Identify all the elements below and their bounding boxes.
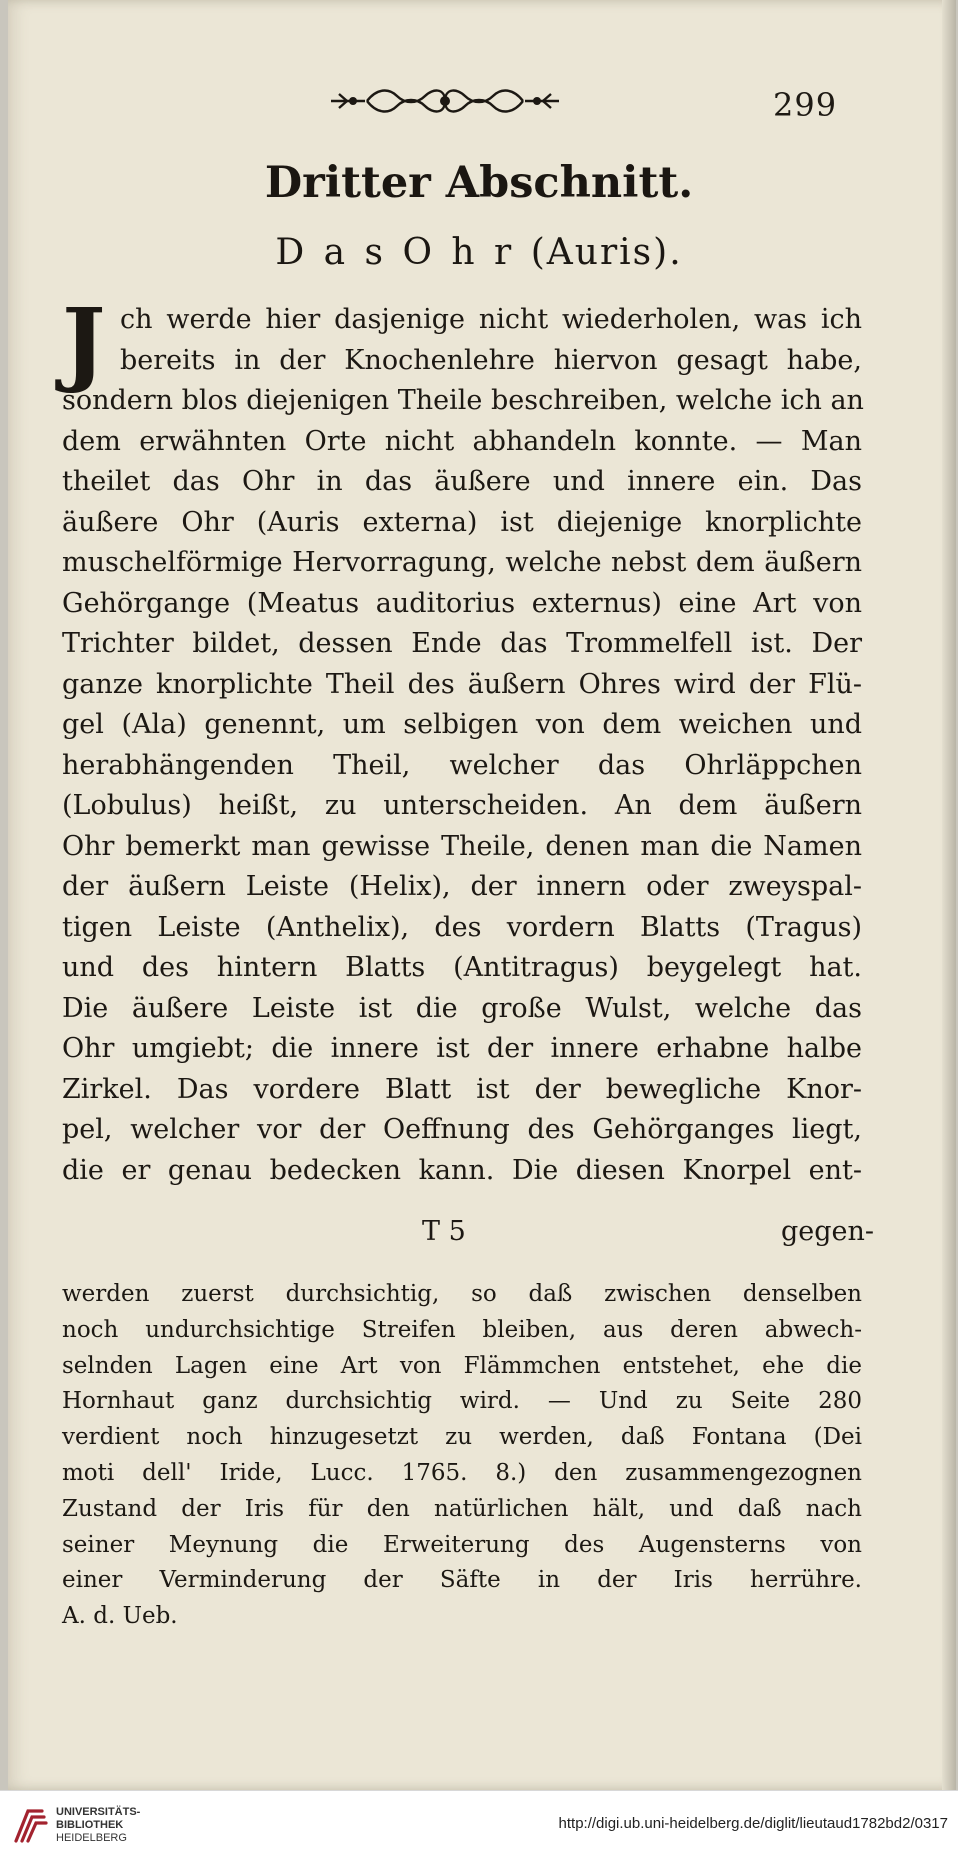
text-line: bereits in der Knochenlehre hiervon gesagt habe, [120, 344, 862, 376]
section-title-latin: (Auris). [530, 232, 683, 273]
text-line: der äußern Leiste (Helix), der innern oder zweyspal- [62, 871, 862, 902]
catchword: gegen- [780, 1216, 874, 1247]
footnote-line: moti dell' Iride, Lucc. 1765. 8.) den zusammengezognen [62, 1459, 862, 1486]
footnote-line: verdient noch hinzugesetzt zu werden, daß Fontana (Dei [62, 1424, 862, 1451]
text-line: muschelförmige Hervorragung, welche nebst dem äußern [62, 547, 862, 578]
text-line: die er genau bedecken kann. Die diesen Knorpel ent- [62, 1154, 862, 1186]
text-line: dem erwähnten Orte nicht abhandeln konnte. — Man [62, 425, 862, 457]
text-line: Die äußere Leiste ist die große Wulst, welche das [62, 992, 862, 1024]
section-title-main: D a s O h r [275, 232, 516, 273]
text-line: (Lobulus) heißt, zu unterscheiden. An dem äußern [62, 790, 862, 821]
text-line: Ohr umgiebt; die innere ist der innere erhabne halbe [62, 1033, 862, 1064]
decorative-ornament-icon [325, 84, 565, 118]
footnote-line: selnden Lagen eine Art von Flämmchen entstehet, ehe die [62, 1352, 862, 1379]
main-text-block [62, 288, 864, 1191]
logo-line-3: HEIDELBERG [56, 1832, 127, 1844]
footnote-line: Hornhaut ganz durchsichtig wird. — Und zu Seite 280 [62, 1388, 862, 1415]
section-heading: Dritter Abschnitt. [264, 158, 694, 208]
text-line: tigen Leiste (Anthelix), des vordern Blatts (Tragus) [62, 911, 862, 943]
text-line: sondern blos diejenigen Theile beschreiben, welche ich an [62, 385, 864, 416]
catchword-line [62, 1216, 874, 1256]
text-line: theilet das Ohr in das äußere und innere ein. Das [62, 466, 862, 497]
footnote-line: seiner Meynung die Erweiterung des Augensterns von [62, 1531, 862, 1558]
text-line: ch werde hier dasjenige nicht wiederholen, was ich [120, 304, 862, 335]
page-number: 299 [773, 86, 838, 124]
text-line: und des hintern Blatts (Antitragus) beygelegt hat. [62, 952, 862, 983]
text-line: äußere Ohr (Auris externa) ist diejenige knorplichte [62, 506, 862, 538]
footnote-line: A. d. Ueb. [62, 1603, 178, 1630]
footnote-line: noch undurchsichtige Streifen bleiben, aus deren abwech- [62, 1316, 862, 1343]
section-title [0, 232, 958, 273]
library-logo-icon[interactable] [12, 1805, 48, 1845]
library-logo-text[interactable] [56, 1806, 140, 1845]
logo-line-1: UNIVERSITÄTS- [56, 1806, 141, 1818]
text-line: ganze knorplichte Theil des äußern Ohres wird der Flü- [62, 668, 862, 700]
text-line: Trichter bildet, dessen Ende das Trommelfell ist. Der [62, 628, 862, 659]
text-line: Zirkel. Das vordere Blatt ist der bewegliche Knor- [62, 1073, 862, 1105]
text-line: Gehörgange (Meatus auditorius externus) eine Art von [62, 587, 862, 619]
footnote-block [62, 1277, 862, 1635]
text-line: gel (Ala) genennt, um selbigen von dem weichen und [62, 709, 862, 740]
text-line: pel, welcher vor der Oeffnung des Gehörganges liegt, [62, 1114, 862, 1145]
logo-line-2: BIBLIOTHEK [56, 1819, 124, 1831]
footer-bar [0, 1790, 958, 1860]
footnote-line: einer Verminderung der Säfte in der Iris herrühre. [62, 1567, 862, 1594]
footnote-line: Zustand der Iris für den natürlichen hält, und daß nach [62, 1495, 862, 1522]
text-line: Ohr bemerkt man gewisse Theile, denen man die Namen [62, 830, 862, 862]
drop-cap: J [62, 288, 106, 396]
signature-mark: T 5 [422, 1216, 466, 1247]
footnote-line: werden zuerst durchsichtig, so daß zwischen denselben [62, 1281, 862, 1307]
source-url-link[interactable]: http://digi.ub.uni-heidelberg.de/diglit/lieutaud1782bd2/0317 [558, 1815, 948, 1832]
text-line: herabhängenden Theil, welcher das Ohrläppchen [62, 749, 862, 781]
